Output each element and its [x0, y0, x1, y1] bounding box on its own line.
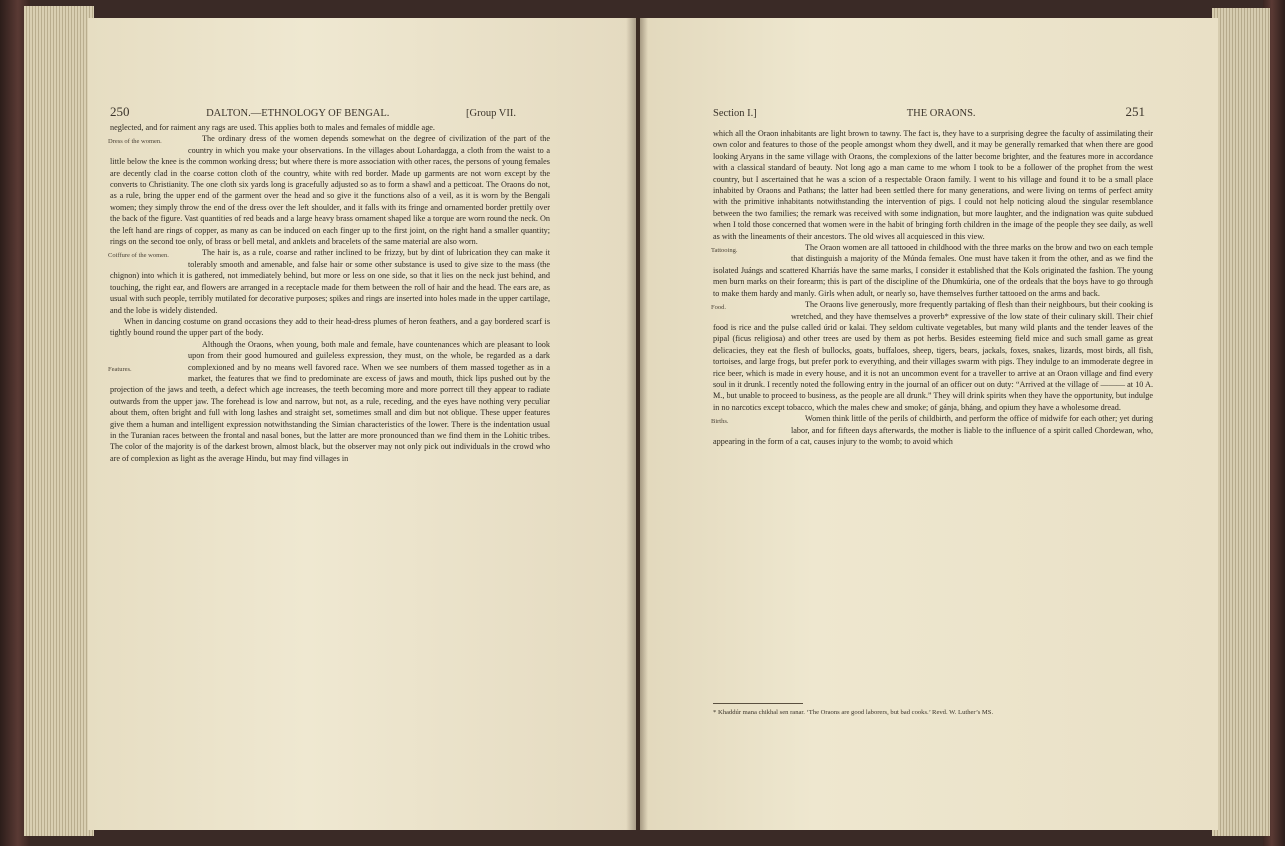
- paragraph-text: The Oraon women are all tattooed in childhood with the three marks on the brow and two on each temple that distinguish a majority of the Múnda females. One must have taken it from the other, and as we find the isolated Juángs and scattered Kharriás have the same marks, I consider it established that the Kols originated the fashion. The young men burn marks on their forearm; this is part of the discipline of the Dhumkúria, one of the ordeals that the boys have to go through to make them hardy and manly. Girls when adult, or nearly so, have themselves further tattooed on the arms and back.: [713, 243, 1153, 298]
- left-page-number: 250: [110, 104, 130, 119]
- right-section-label: Section I.]: [713, 108, 757, 119]
- paragraph: neglected, and for raiment any rags are used. This applies both to males and females of middle age.: [110, 123, 435, 132]
- margin-note-tattooing: Tattooing.: [711, 247, 738, 255]
- left-text-column: [110, 122, 550, 464]
- margin-note-food: Food.: [711, 304, 726, 312]
- paragraph: [110, 339, 550, 464]
- right-page: [640, 18, 1218, 830]
- book-gutter: [626, 18, 648, 830]
- margin-note-dress: Dress of the women.: [108, 138, 162, 146]
- right-page-number: 251: [1125, 104, 1145, 119]
- paragraph: [713, 413, 1153, 447]
- page-stack-right: [1212, 8, 1270, 836]
- paragraph: which all the Oraon inhabitants are light brown to tawny. The fact is, they have to a surprising degree the faculty of assimilating their own color and features to those of the people amongst whom they dwell, and it may be generally remarked that when there are good looking Aryans in the same village with Oraons, the complexions of the latter become brighter, and the features more in accordance with a classical standard of beauty. Not long ago a man came to me whom I took to be a follower of the prophet from the west country, but I ascertained that he was a scion of a respectable Oraon family. I went to his village and found it to be a small place inhabited by Oraons and Pathans; the latter had been settled there for many generations, and were living on terms of perfect amity with the primitive inhabitants notwithstanding the intervention of pigs. I could not help noticing aloud the singular resemblance between the two families; the remark was received with some indignation, but more laughter, and the indignation was quite subdued when I told those concerned that women were in the habit of bringing forth children in the image of the people they see daily, as well as with the lineaments of their ancestors. The old wives all acquiesced in this view.: [713, 129, 1153, 241]
- margin-note-births: Births.: [711, 418, 729, 426]
- paragraph: [713, 242, 1153, 299]
- paragraph: [110, 247, 550, 315]
- right-running-head: THE ORAONS.: [906, 108, 976, 119]
- footnote: * Khaddúr mana chikhal sen ranar. ‘The Oraons are good laborers, but bad cooks.’ Revd. W. Luther’s MS.: [713, 709, 994, 716]
- margin-note-coiffure: Coiffure of the women.: [108, 252, 169, 260]
- paragraph-text: The ordinary dress of the women depends somewhat on the degree of civilization of the part of the country in which you make your observations. In the villages about Lohardagga, a cloth from the waist to a little below the knee is the common working dress; but where there is more association with other races, the persons of young females are decently clad in the coarse cotton cloth of the country, white with red border. Made up garments are not worn except by the converts to Christianity. The one cloth six yards long is gracefully adjusted so as to form a shawl and a petticoat. The Oraons do not, as a rule, bring the upper end of the garment over the head and so give it the functions also of a veil, as it is worn by the Bengali women; they simply throw the end of the dress over the left shoulder, and it falls with its fringe and ornamented border prettily over the back of the figure. Vast quantities of red beads and a large heavy brass ornament shaped like a torque are worn round the neck. On the left hand are rings of copper, as many as can be induced on each finger up to the first joint, on the right hand a smaller quantity; rings on the second toe only, of brass or bell metal, and anklets and bracelets of the same material are also worn.: [110, 134, 550, 247]
- left-page-header: [110, 104, 516, 120]
- paragraph: [110, 133, 550, 247]
- paragraph-text: The Oraons live generously, more frequently partaking of flesh than their neighbours, but their cooking is wretched, and they have themselves a proverb* expressive of the low state of their culinary skill. Their chief food is rice and the pulse called úrid or kalai. They seldom cultivate vegetables, but many wild plants and the tender leaves of the pipal (ficus religiosa) and other trees are used by them as pot herbs. Besides esteeming field mice and such small game as great delicacies, they eat the flesh of bullocks, goats, buffaloes, sheep, tigers, bears, jackals, foxes, snakes, lizards, most birds, all fish, tortoises, and large frogs, but prefer pork to everything, and their villages swarm with pigs. They indulge to an immoderate degree in rice beer, which is made in every house, and it is not an uncommon event for a traveller to arrive at an Oraon village and find every soul in it drunk. I recently noted the following entry in the journal of an officer out on duty: “Arrived at the village of ——— at 10 A. M., but unable to proceed to business, as the people are all drunk.” They will drink spirits when they have the opportunity, but indulge in no narcotics except tobacco, which the males chew and smoke; of gánja, bháng, and opium they have a wholesome dread.: [713, 300, 1153, 412]
- page-stack-left: [24, 6, 94, 836]
- paragraph-text: Women think little of the perils of childbirth, and perform the office of midwife for each other; yet during labor, and for fifteen days afterwards, the mother is liable to the influence of a spirit called Chordewan, who, appearing in the form of a cat, causes injury to the womb; to avoid which: [713, 414, 1153, 446]
- left-running-head: DALTON.—ETHNOLOGY OF BENGAL.: [206, 108, 390, 119]
- paragraph-text: The hair is, as a rule, coarse and rather inclined to be frizzy, but by dint of lubrication they can make it tolerably smooth and amenable, and false hair or some other substance is used to give size to the mass (the chignon) into which it is gathered, not immediately behind, but more or less on one side, so that it lies on the neck just behind, and touching, the right ear, and flowers are arranged in a receptacle made for them between the roll of hair and the head. The ears are, as usual with such people, terribly mutilated for decorative purposes; spikes and rings are inserted into holes made in the upper cartilage, and the lobe is widely distended.: [110, 248, 550, 315]
- right-text-column: [713, 128, 1153, 447]
- left-page: [88, 18, 636, 830]
- right-page-header: [713, 104, 1145, 120]
- margin-note-features: Features.: [108, 365, 132, 373]
- footnote-rule: [713, 703, 803, 704]
- paragraph: When in dancing costume on grand occasions they add to their head-dress plumes of heron feathers, and a gay bordered scarf is tightly bound round the upper part of the body.: [110, 316, 550, 338]
- paragraph-text: Although the Oraons, when young, both male and female, have countenances which are pleasant to look upon from their good humoured and guileless expression, they must, on the whole, be regarded as a dark complexioned and by no means well favored race. When we see numbers of them massed together as in a market, the features that we find to predominate are excess of jaws and mouth, thick lips pushed out by the projection of the jaws and teeth, a defect which age increases, the teeth becoming more and more porrect till they appear to radiate outwards from the upper jaw. The forehead is low and narrow, but not, as a rule, receding, and the eyes have nothing very peculiar about them, often bright and full with long lashes and straight set, sometimes small and dim but not oblique. These upper features give them a human and intelligent expression notwithstanding the Simian characteristics of the lower. There is the indentation usual in the Turanian races between the frontal and nasal bones, but the latter are more pronounced than we find them in the Lohitic tribes. The color of the majority is of the darkest brown, almost black, but the observer may not only pick out individuals in the crowd who are of complexion as light as the average Hindu, but may find villages in: [110, 339, 550, 463]
- left-group-label: [Group VII.: [466, 108, 516, 119]
- paragraph: [713, 299, 1153, 413]
